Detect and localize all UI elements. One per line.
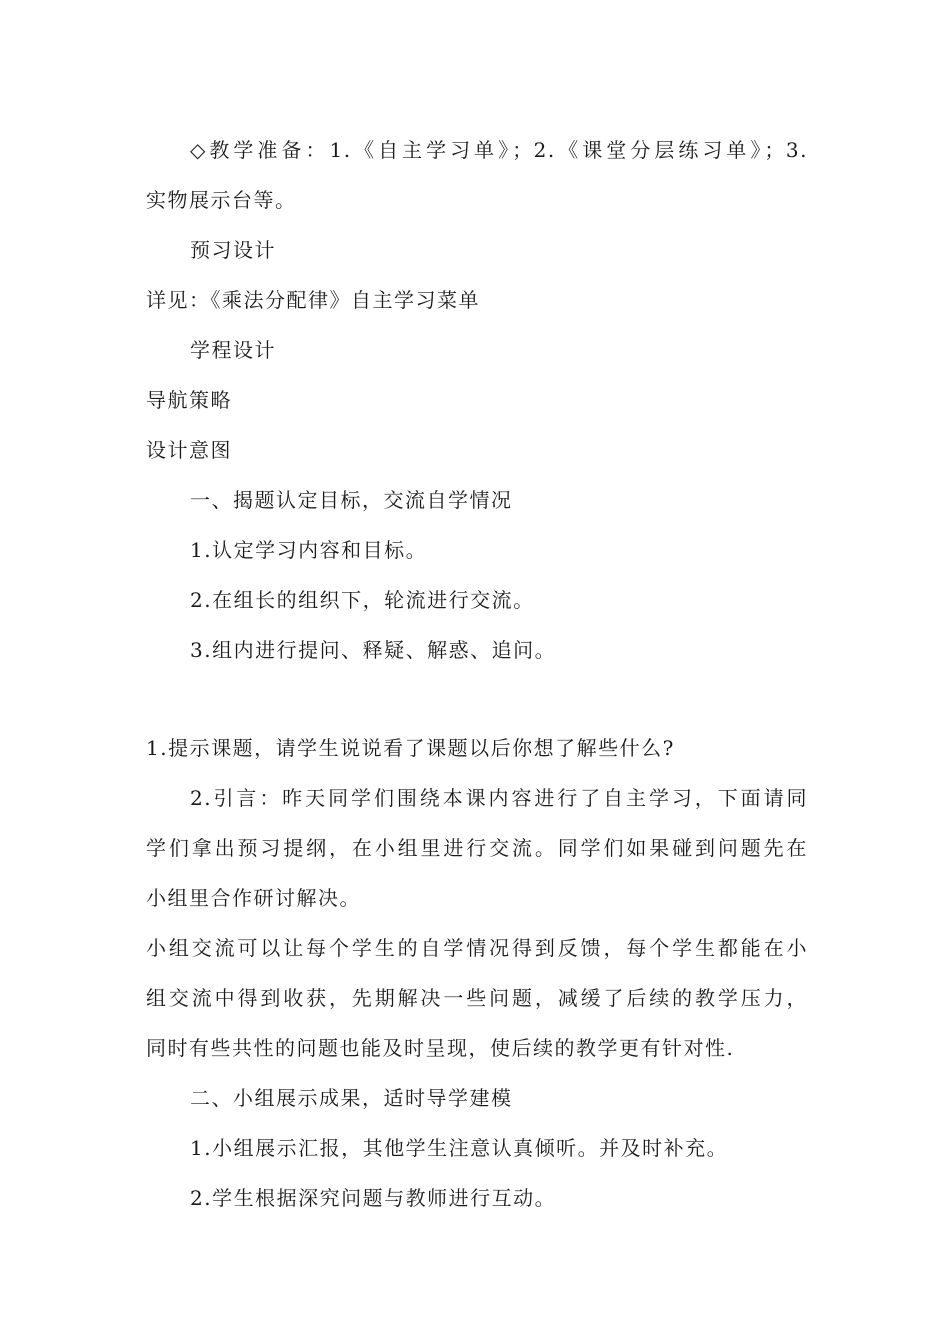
step-two-item-1: 1.小组展示汇报，其他学生注意认真倾听。并及时补充。 xyxy=(190,1136,729,1160)
teacher-prompt-1: 1.提示课题，请学生说说看了课题以后你想了解些什么? xyxy=(146,736,675,760)
teacher-prompt-2-line-1: 2.引言：昨天同学们围绕本课内容进行了自主学习，下面请同 xyxy=(190,786,808,810)
step-two-heading: 二、小组展示成果，适时导学建模 xyxy=(190,1086,513,1110)
design-intent-line-2: 组交流中得到收获，先期解决一些问题，减缓了后续的教学压力， xyxy=(146,986,808,1010)
design-intent-line-3: 同时有些共性的问题也能及时呈现，使后续的教学更有针对性. xyxy=(146,1036,735,1060)
step-one-item-1: 1.认定学习内容和目标。 xyxy=(190,538,428,562)
section-heading-learning-design: 学程设计 xyxy=(190,338,276,362)
step-two-item-2: 2.学生根据深究问题与教师进行互动。 xyxy=(190,1186,557,1210)
section-heading-preview-design: 预习设计 xyxy=(190,238,276,262)
step-one-item-3: 3.组内进行提问、释疑、解惑、追问。 xyxy=(190,638,557,662)
step-one-heading: 一、揭题认定目标，交流自学情况 xyxy=(190,488,513,512)
teaching-preparation-line: ◇教学准备：1.《自主学习单》；2.《课堂分层练习单》；3. xyxy=(190,138,808,162)
teacher-prompt-2-line-2: 学们拿出预习提纲，在小组里进行交流。同学们如果碰到问题先在 xyxy=(146,836,808,860)
step-one-item-2: 2.在组长的组织下，轮流进行交流。 xyxy=(190,588,535,612)
preview-details-line: 详见：《乘法分配律》自主学习菜单 xyxy=(146,288,480,312)
teacher-prompt-2-line-3: 小组里合作研讨解决。 xyxy=(146,886,361,910)
teaching-preparation-continuation: 实物展示台等。 xyxy=(146,188,297,212)
column-label-navigation-strategy: 导航策略 xyxy=(146,388,232,412)
column-label-design-intent: 设计意图 xyxy=(146,438,232,462)
design-intent-line-1: 小组交流可以让每个学生的自学情况得到反馈，每个学生都能在小 xyxy=(146,936,808,960)
